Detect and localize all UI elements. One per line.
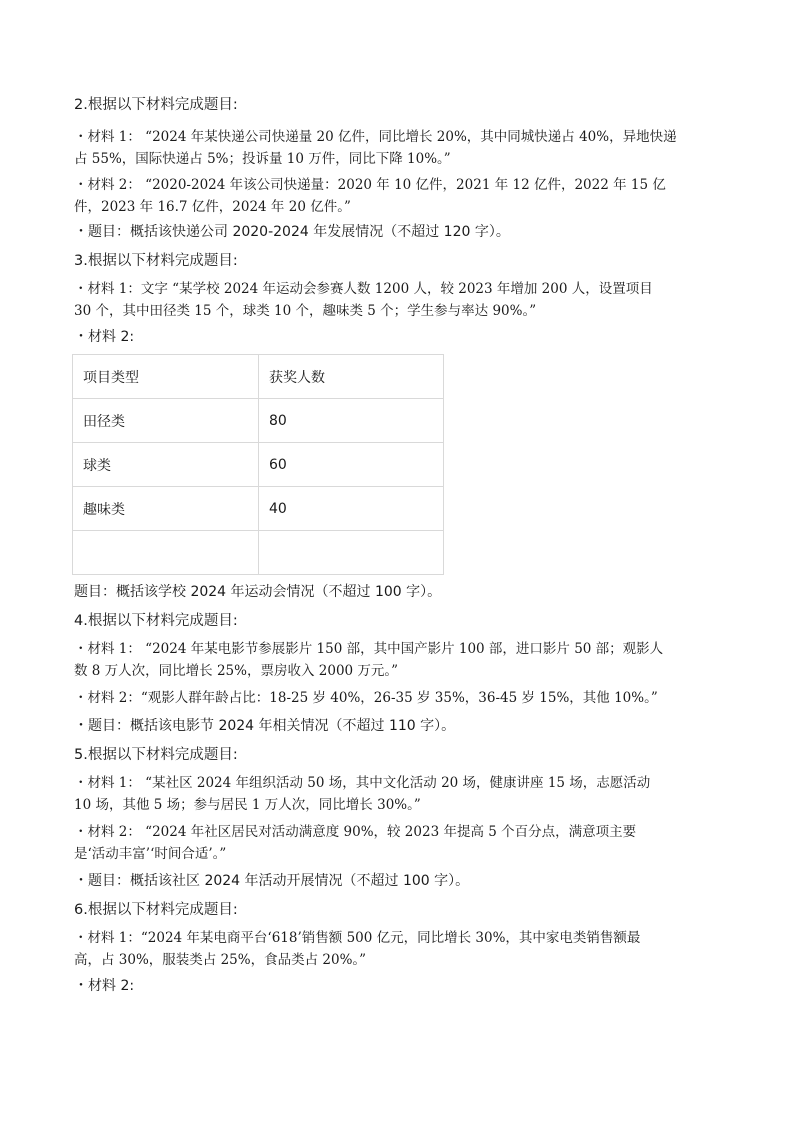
q3-task: 题目：概括该学校 2024 年运动会情况（不超过 100 字）。: [74, 584, 442, 600]
q4-material1-line1: ・材料 1： “2024 年某电影节参展影片 150 部，其中国产影片 100 部，进口影片 50 部；观影人: [74, 641, 664, 657]
q2-heading: 2.根据以下材料完成题目:: [74, 97, 238, 113]
q6-heading: 6.根据以下材料完成题目:: [74, 902, 238, 918]
q5-material2-line1: ・材料 2： “2024 年社区居民对活动满意度 90%，较 2023 年提高 5 个百分点，满意项主要: [74, 824, 637, 840]
q2-material2-line1: ・材料 2： “2020-2024 年该公司快递量：2020 年 10 亿件，2021 年 12 亿件，2022 年 15 亿: [74, 177, 666, 193]
q5-material2-line2: 是‘活动丰富’‘时间合适’。”: [74, 846, 227, 862]
q3-material1-line2: 30 个，其中田径类 15 个，球类 10 个，趣味类 5 个；学生参与率达 90%。”: [74, 303, 537, 319]
table-row: [73, 443, 444, 487]
q5-material1-line2: 10 场，其他 5 场；参与居民 1 万人次，同比增长 30%。”: [74, 797, 421, 813]
q4-material1-line2: 数 8 万人次，同比增长 25%，票房收入 2000 万元。”: [74, 663, 399, 679]
table-cell: 80: [259, 399, 444, 443]
table-cell: 40: [259, 487, 444, 531]
q4-task: ・题目：概括该电影节 2024 年相关情况（不超过 110 字）。: [74, 718, 456, 734]
table-cell: [259, 531, 444, 575]
q5-task: ・题目：概括该社区 2024 年活动开展情况（不超过 100 字）。: [74, 873, 470, 889]
q3-material2-label: ・材料 2:: [74, 329, 135, 345]
table-row: [73, 487, 444, 531]
q5-heading: 5.根据以下材料完成题目:: [74, 747, 238, 763]
table-cell: 球类: [73, 443, 259, 487]
table-row: [73, 531, 444, 575]
q6-material1-line1: ・材料 1：“2024 年某电商平台‘618’销售额 500 亿元，同比增长 30%，其中家电类销售额最: [74, 930, 641, 946]
table-cell: 田径类: [73, 399, 259, 443]
q4-heading: 4.根据以下材料完成题目:: [74, 613, 238, 629]
table-cell: 60: [259, 443, 444, 487]
q2-task: ・题目：概括该快递公司 2020-2024 年发展情况（不超过 120 字）。: [74, 224, 510, 240]
table-header-row: [73, 355, 444, 399]
table-header-cell: 获奖人数: [259, 355, 444, 399]
table-cell: 趣味类: [73, 487, 259, 531]
q3-heading: 3.根据以下材料完成题目:: [74, 253, 238, 269]
q2-material1-line2: 占 55%，国际快递占 5%；投诉量 10 万件，同比下降 10%。”: [74, 151, 451, 167]
q6-material2-label: ・材料 2:: [74, 978, 135, 994]
q5-material1-line1: ・材料 1： “某社区 2024 年组织活动 50 场，其中文化活动 20 场，健康讲座 15 场，志愿活动: [74, 775, 651, 791]
award-table: [72, 354, 444, 575]
q2-material2-line2: 件，2023 年 16.7 亿件，2024 年 20 亿件。”: [74, 199, 351, 215]
table-row: [73, 399, 444, 443]
table-header-cell: 项目类型: [73, 355, 259, 399]
q4-material2-line1: ・材料 2：“观影人群年龄占比：18-25 岁 40%，26-35 岁 35%，36-45 岁 15%，其他 10%。”: [74, 690, 658, 706]
q6-material1-line2: 高，占 30%，服装类占 25%，食品类占 20%。”: [74, 952, 367, 968]
q3-material1-line1: ・材料 1：文字 “某学校 2024 年运动会参赛人数 1200 人，较 2023 年增加 200 人，设置项目: [74, 281, 653, 297]
table-cell: [73, 531, 259, 575]
q2-material1-line1: ・材料 1： “2024 年某快递公司快递量 20 亿件，同比增长 20%，其中同城快递占 40%，异地快递: [74, 129, 677, 145]
